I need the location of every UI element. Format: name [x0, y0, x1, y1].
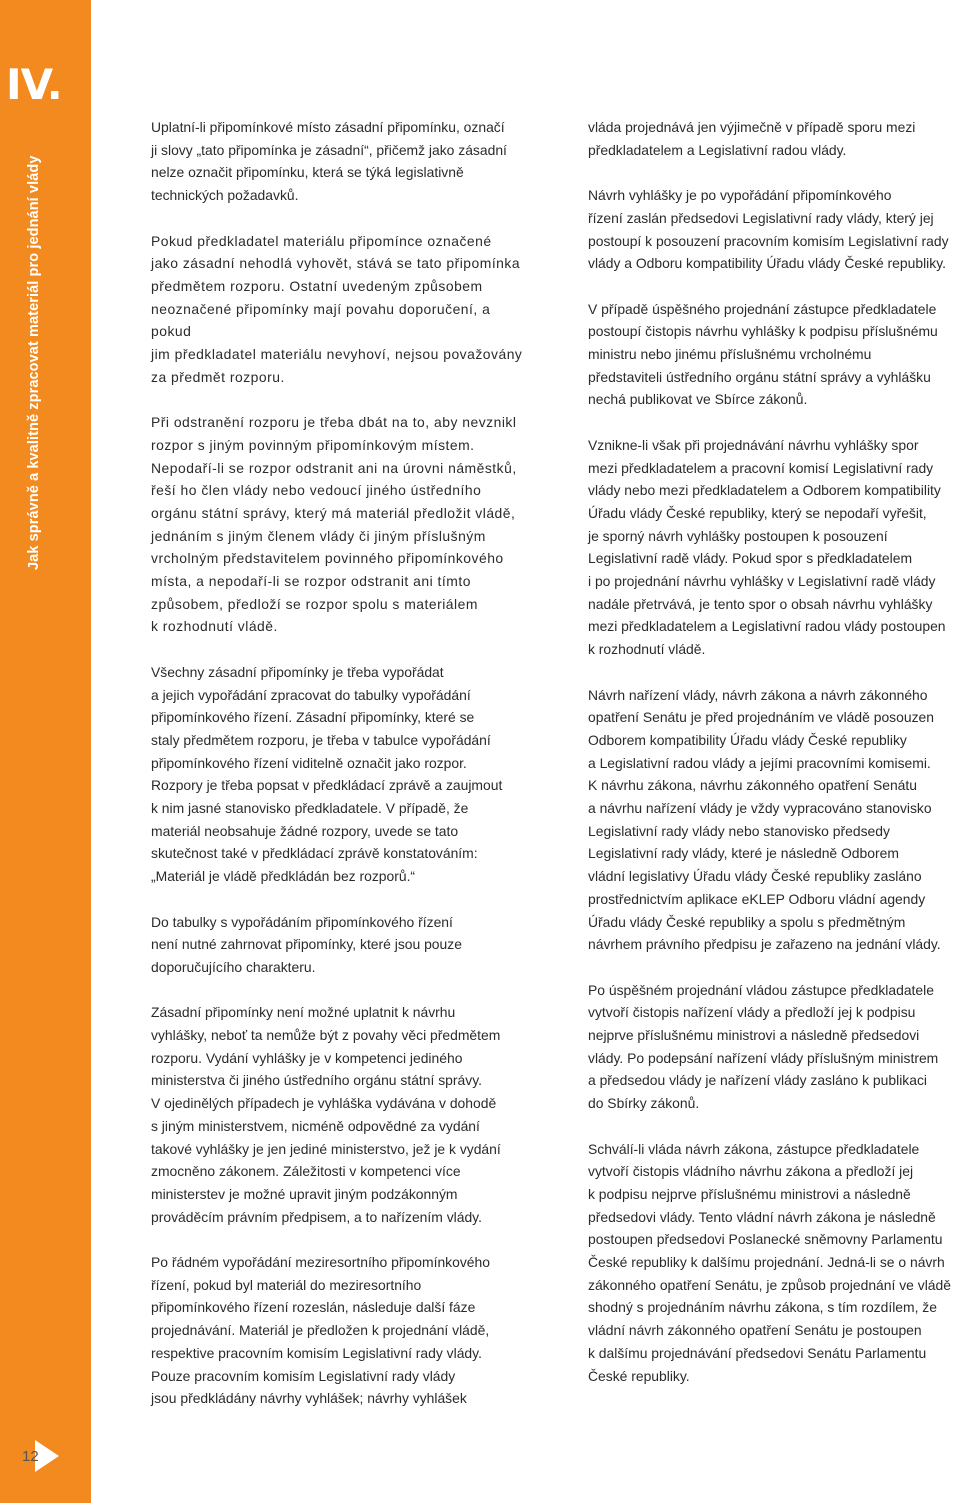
chapter-sidebar	[0, 0, 91, 1503]
page-number: 12	[22, 1448, 39, 1465]
paragraph: Návrh vyhlášky je po vypořádání připomínkového řízení zaslán předsedovi Legislativní rady vlády, který jej postoupí k posouzení pracovním komisím Legislativní rady vlády a Odboru kompatibility Úřadu vlády České republiky.	[588, 187, 949, 272]
right-text-column	[588, 116, 960, 1410]
paragraph: Návrh nařízení vlády, návrh zákona a návrh zákonného opatření Senátu je před projednáním ve vládě posouzen Odborem kompatibility Úřadu vlády České republiky a Legislativní radou vlády a jejími pracovními komisemi. K návrhu zákona, návrhu zákonného opatření Senátu a návrhu nařízení vlády je vždy vypracováno stanovisko Legislativní rady vlády nebo stanovisko předsedy Legislativní rady vlády, které je následně Odborem vládní legislativy Úřadu vlády České republiky zasláno prostřednictvím aplikace eKLEP Odboru vládní agendy Úřadu vlády České republiky a spolu s předmětným návrhem právního předpisu je zařazeno na jednání vlády.	[588, 686, 941, 953]
paragraph: Po úspěšném projednání vládou zástupce předkladatele vytvoří čistopis nařízení vlády a předloží jej k podpisu nejprve příslušnému ministrovi a následně předsedovi vlády. Po podepsání nařízení vlády příslušným ministrem a předsedou vlády je nařízení vlády zasláno k publikaci do Sbírky zákonů.	[588, 981, 939, 1112]
paragraph: Vznikne-li však při projednávání návrhu vyhlášky spor mezi předkladatelem a pracovní komisí Legislativní rady vlády nebo mezi předkladatelem a Odborem kompatibility Úřadu vlády České republiky, který se nepodaří vyřešit, je sporný návrh vyhlášky postoupen k posouzení Legislativní radě vlády. Pokud spor s předkladatelem i po projednání návrhu vyhlášky v Legislativní radě vlády nadále přetrvává, je tento spor o obsah návrhu vyhlášky mezi předkladatelem a Legislativní radou vlády postoupen k rozhodnutí vládě.	[588, 436, 946, 658]
paragraph: Uplatní-li připomínkové místo zásadní připomínku, označí ji slovy „tato připomínka je zásadní“, přičemž jako zásadní nelze označit připomínku, která se týká legislativně technických požadavků.	[151, 119, 507, 204]
vertical-section-title: Jak správně a kvalitně zpracovat materiál pro jednání vlády	[26, 155, 42, 570]
left-text-column	[151, 116, 523, 1433]
paragraph: Do tabulky s vypořádáním připomínkového řízení není nutné zahrnovat připomínky, které jsou pouze doporučujícího charakteru.	[151, 913, 462, 975]
paragraph: Schválí-li vláda návrh zákona, zástupce předkladatele vytvoří čistopis vládního návrhu zákona a předloží jej k podpisu nejprve příslušnému ministrovi a následně předsedovi vlády. Tento vládní návrh zákona je následně postoupen předsedovi Poslanecké sněmovny Parlamentu České republiky k dalšímu projednání. Jedná-li se o návrh zákonného opatření Senátu, je způsob projednání ve vládě shodný s projednáním návrhu zákona, s tím rozdílem, že vládní návrh zákonného opatření Senátu je postoupen k dalšímu projednávání předsedovi Senátu Parlamentu České republiky.	[588, 1140, 951, 1384]
paragraph: Pokud předkladatel materiálu připomínce označené jako zásadní nehodlá vyhovět, stává se tato připomínka předmětem rozporu. Ostatní uvedeným způsobem neoznačené připomínky mají povahu doporučení, a pokud jim předkladatel materiálu nevyhoví, nejsou považovány za předmět rozporu.	[151, 232, 523, 385]
paragraph: Po řádném vypořádání meziresortního připomínkového řízení, pokud byl materiál do meziresortního připomínkového řízení rozeslán, následuje další fáze projednávání. Materiál je předložen k projednání vládě, respektive pracovním komisím Legislativní rady vlády. Pouze pracovním komisím Legislativní rady vlády jsou předkládány návrhy vyhlášek; návrhy vyhlášek	[151, 1254, 490, 1407]
paragraph: Zásadní připomínky není možné uplatnit k návrhu vyhlášky, neboť ta nemůže být z povahy věci předmětem rozporu. Vydání vyhlášky je v kompetenci jediného ministerstva či jiného ústředního orgánu státní správy. V ojedinělých případech je vyhláška vydávána v dohodě s jiným ministerstvem, nicméně odpovědné za vydání takové vyhlášky je jen jediné ministerstvo, jež je k vydání zmocněno zákonem. Záležitosti v kompetenci více ministerstev je možné upravit jiným podzákonným prováděcím právním předpisem, a to nařízením vlády.	[151, 1004, 501, 1225]
paragraph: Všechny zásadní připomínky je třeba vypořádat a jejich vypořádání zpracovat do tabulky vypořádání připomínkového řízení. Zásadní připomínky, které se staly předmětem rozporu, je třeba v tabulce vypořádání připomínkového řízení viditelně označit jako rozpor. Rozpory je třeba popsat v předkládací zprávě a zaujmout k nim jasné stanovisko předkladatele. V případě, že materiál neobsahuje žádné rozpory, uvede se tato skutečnost také v předkládací zprávě konstatováním: „Materiál je vládě předkládán bez rozporů.“	[151, 663, 503, 885]
paragraph: V případě úspěšného projednání zástupce předkladatele postoupí čistopis návrhu vyhlášky k podpisu příslušnému ministru nebo jinému příslušnému vrcholnému představiteli ústředního orgánu státní správy a vyhlášku nechá publikovat ve Sbírce zákonů.	[588, 300, 938, 408]
chapter-number: IV.	[6, 60, 62, 109]
paragraph: vláda projednává jen výjimečně v případě sporu mezi předkladatelem a Legislativní radou vlády.	[588, 119, 916, 158]
paragraph: Při odstranění rozporu je třeba dbát na to, aby nevznikl rozpor s jiným povinným připomínkovým místem. Nepodaří-li se rozpor odstranit ani na úrovni náměstků, řeší ho člen vlády nebo vedoucí jiného ústředního orgánu státní správy, který má materiál předložit vládě, jednáním s jiným členem vlády či jiným příslušným vrcholným představitelem povinného připomínkového místa, a nepodaří-li se rozpor odstranit ani tímto způsobem, předloží se rozpor spolu s materiálem k rozhodnutí vládě.	[151, 414, 517, 635]
